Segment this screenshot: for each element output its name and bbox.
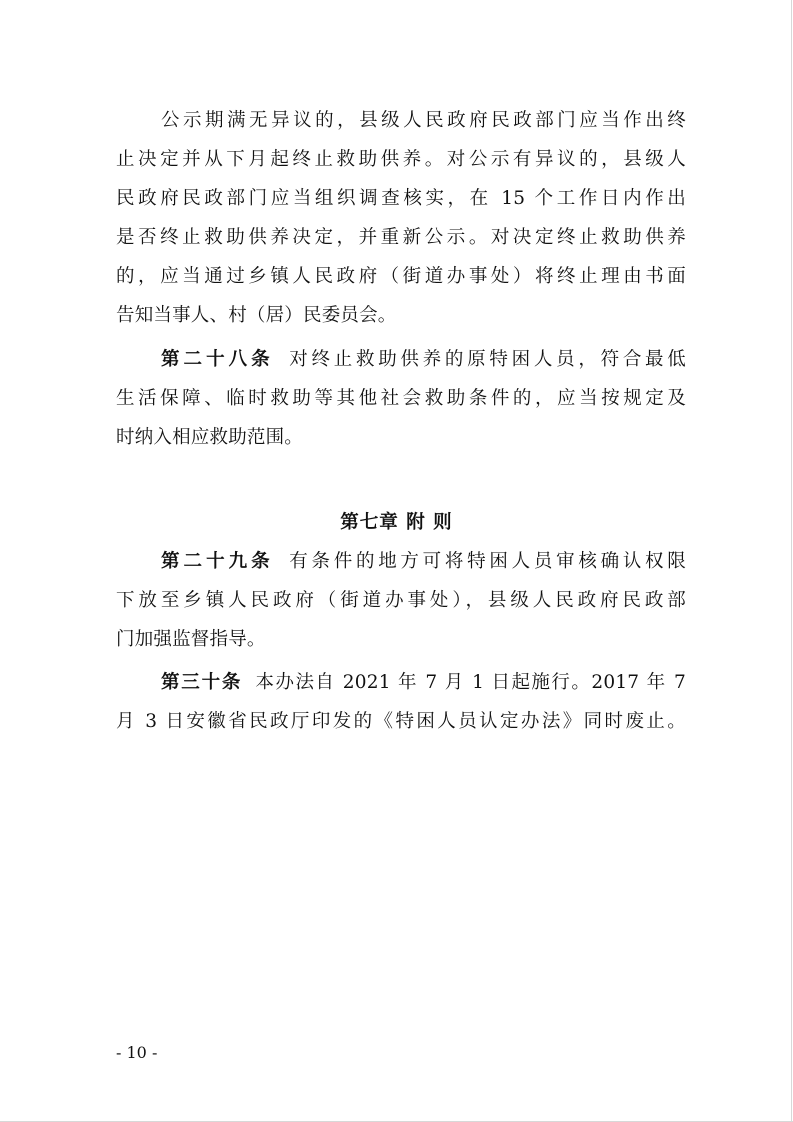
page-edge-right: [791, 0, 792, 1122]
article-29-text: 有条件的地方可将特困人员审核确认权限: [285, 551, 686, 572]
paragraph-line: 的，应当通过乡镇人民政府（街道办事处）将终止理由书面: [116, 266, 686, 287]
article-28-heading: 第二十八条: [161, 349, 274, 370]
paragraph-line: 下放至乡镇人民政府（街道办事处），县级人民政府民政部: [116, 590, 686, 611]
paragraph-line: 门加强监督指导。: [116, 629, 266, 650]
paragraph-line: 民政府民政部门应当组织调查核实，在 15 个工作日内作出: [116, 188, 686, 209]
article-29-heading: 第二十九条: [161, 551, 274, 572]
article-30-text: 本办法自 2021 年 7 月 1 日起施行。2017 年 7: [254, 672, 686, 693]
article-30-heading: 第三十条: [161, 672, 243, 693]
article-30-first-line: [161, 668, 686, 698]
article-29-first-line: [161, 547, 686, 577]
paragraph-line: 时纳入相应救助范围。: [116, 427, 304, 448]
paragraph-line: 告知当事人、村（居）民委员会。: [116, 305, 397, 326]
paragraph-line: 公示期满无异议的，县级人民政府民政部门应当作出终: [161, 110, 686, 131]
paragraph-line: 止决定并从下月起终止救助供养。对公示有异议的，县级人: [116, 149, 686, 170]
article-28-first-line: [161, 345, 686, 375]
paragraph-line: 生活保障、临时救助等其他社会救助条件的，应当按规定及: [116, 388, 686, 409]
paragraph-line: 月 3 日安徽省民政厅印发的《特困人员认定办法》同时废止。: [116, 711, 686, 732]
article-28-text: 对终止救助供养的原特困人员，符合最低: [285, 349, 686, 370]
page-number: - 10 -: [116, 1043, 158, 1062]
chapter-title: 第七章 附 则: [340, 512, 453, 533]
paragraph-line: 是否终止救助供养决定，并重新公示。对决定终止救助供养: [116, 227, 686, 248]
